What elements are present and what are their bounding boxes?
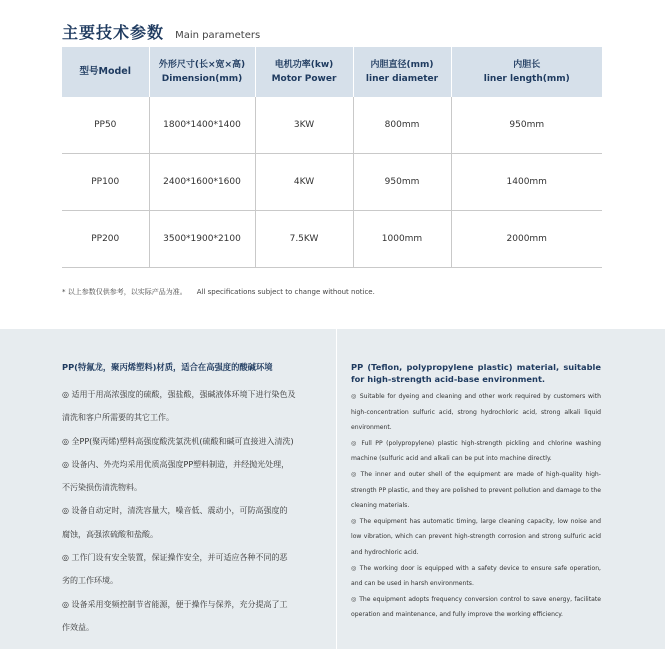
features-cn-column <box>62 361 322 639</box>
table-cell-liner-length: 950mm <box>451 97 602 154</box>
feature-line-cn: 劣的工作环境。 <box>62 576 118 586</box>
table-header-row <box>62 47 602 97</box>
features-panel <box>0 329 665 649</box>
feature-line-cn: ◎ 设备自动定时，清洗容量大，噪音低、震动小，可防高强度的 <box>62 506 288 516</box>
feature-item-en: ◎ Full PP (polypropylene) plastic high-strength pickling and chlorine washing machine (sulfuric acid and alkali can be put into machine directly. <box>351 439 601 463</box>
features-en-heading: PP (Teflon, polypropylene plastic) material, suitable for high-strength acid-base environment. <box>351 362 601 384</box>
column-header-cn: 内胆直径(mm) <box>370 60 434 70</box>
feature-line-cn: 清洗和客户所需要的其它工作。 <box>62 413 174 423</box>
table-row <box>62 97 602 154</box>
column-header-model <box>62 47 149 97</box>
table-cell-model: PP200 <box>62 211 149 268</box>
parameters-table <box>62 47 602 268</box>
feature-item-en: ◎ The inner and outer shell of the equipment are made of high-quality high-strength PP plastic, and they are polished to prevent pollution and damage to the cleaning materials. <box>351 470 601 510</box>
section-title-cn: 主要技术参数 <box>62 23 165 42</box>
disclaimer-note-en: All specifications subject to change without notice. <box>196 288 375 296</box>
column-header-dimension <box>149 47 255 97</box>
feature-item-en: ◎ The equipment adopts frequency conversion control to save energy, facilitate operation and maintenance, and fully improve the working efficiency. <box>351 595 601 619</box>
feature-item-en: ◎ The working door is equipped with a safety device to ensure safe operation, and can be used in harsh environments. <box>351 564 601 588</box>
table-cell-motor-power: 7.5KW <box>255 211 353 268</box>
feature-line-cn: ◎ 设备内、外壳均采用优质高强度PP塑料制造，并经抛光处理， <box>62 459 290 469</box>
features-en-column <box>351 361 601 623</box>
section-title-en: Main parameters <box>175 30 261 41</box>
table-cell-liner-diameter: 800mm <box>353 97 451 154</box>
column-header-cn: 电机功率(kw) <box>274 60 334 70</box>
column-header-cn: 型号Model <box>79 66 131 77</box>
table-cell-motor-power: 3KW <box>255 97 353 154</box>
table-cell-model: PP50 <box>62 97 149 154</box>
table-cell-liner-length: 1400mm <box>451 154 602 211</box>
feature-line-cn: ◎ 全PP(聚丙烯)塑料高强度酸洗氯洗机(硫酸和碱可直接进入清洗) <box>62 436 294 446</box>
column-divider <box>336 329 337 649</box>
column-header-en: Dimension(mm) <box>161 74 243 84</box>
features-cn-list <box>62 383 322 639</box>
column-header-cn: 内胆长 <box>513 60 541 70</box>
disclaimer-note <box>62 287 375 297</box>
table-cell-dimension: 1800*1400*1400 <box>149 97 255 154</box>
feature-line-cn: 腐蚀，高强浓硫酸和盐酸。 <box>62 529 158 539</box>
table-cell-motor-power: 4KW <box>255 154 353 211</box>
table-row <box>62 211 602 268</box>
table-cell-liner-length: 2000mm <box>451 211 602 268</box>
feature-line-cn: ◎ 工作门设有安全装置，保证操作安全，并可适应各种不同的恶 <box>62 553 288 563</box>
table-cell-liner-diameter: 1000mm <box>353 211 451 268</box>
feature-line-cn: ◎ 适用于用高浓强度的硫酸，强盐酸，强碱液体环境下进行染色及 <box>62 390 296 399</box>
section-title <box>62 20 260 43</box>
feature-item-en: ◎ Suitable for dyeing and cleaning and other work required by customers with high-concentration sulfuric acid, strong hydrochloric acid, strong alkali liquid environment. <box>351 393 601 432</box>
column-header-liner-length <box>451 47 602 97</box>
column-header-cn: 外形尺寸(长×宽×高) <box>158 60 246 70</box>
feature-line-cn: 作效益。 <box>62 622 94 632</box>
table-cell-dimension: 3500*1900*2100 <box>149 211 255 268</box>
column-header-en: liner diameter <box>365 74 439 84</box>
table-cell-liner-diameter: 950mm <box>353 154 451 211</box>
table-row <box>62 154 602 211</box>
feature-line-cn: ◎ 设备采用变频控制节省能源，便于操作与保养，充分提高了工 <box>62 599 288 609</box>
features-en-list <box>351 389 601 623</box>
column-header-en: liner length(mm) <box>483 74 570 84</box>
table-cell-model: PP100 <box>62 154 149 211</box>
column-header-en: Motor Power <box>271 74 337 84</box>
column-header-liner-diameter <box>353 47 451 97</box>
table-cell-dimension: 2400*1600*1600 <box>149 154 255 211</box>
feature-item-en: ◎ The equipment has automatic timing, large cleaning capacity, low noise and low vibration, which can prevent high-strength corrosion and strong sulfuric acid and hydrochloric acid. <box>351 517 601 556</box>
feature-line-cn: 不污染损伤清洗物料。 <box>62 483 142 493</box>
column-header-motor-power <box>255 47 353 97</box>
disclaimer-note-cn: * 以上参数仅供参考，以实际产品为准。 <box>62 288 187 296</box>
features-cn-heading: PP(特氟龙，聚丙烯塑料)材质，适合在高强度的酸碱环境 <box>62 362 273 372</box>
